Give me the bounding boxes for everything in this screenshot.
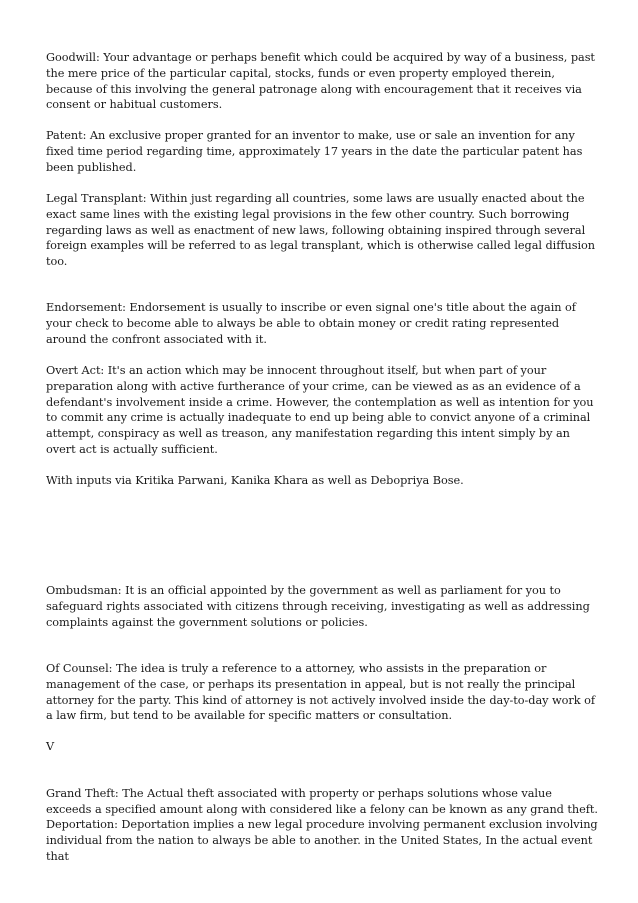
paragraph-ombudsman: Ombudsman: It is an official appointed by the government as well as parliament for you to safeguard rights associated with citizens through receiving, investigating as well as addressing complaints against the government solutions or policies. (46, 584, 590, 629)
paragraph-patent: Patent: An exclusive proper granted for an inventor to make, use or sale an invention for any fixed time period regarding time, approximately 17 years in the date the particular patent has been published. (46, 129, 583, 174)
paragraph-legal-transplant: Legal Transplant: Within just regarding all countries, some laws are usually enacted about the exact same lines with the existing legal provisions in the few other country. Such borrowing regarding laws as well as enactment of new laws, following obtaining inspired through several foreign examples will be referred to as legal transplant, which is otherwise called legal diffusion too. (46, 192, 596, 269)
paragraph-grand-theft: Grand Theft: The Actual theft associated with property or perhaps solutions whose value exceeds a specified amount along with considered like a felony can be known as any grand theft. (46, 787, 598, 816)
paragraph-deportation: Deportation: Deportation implies a new legal procedure involving permanent exclusion involving individual from the nation to always be able to another. in the United States, In the actual event that (46, 818, 598, 863)
paragraph-overt-act: Overt Act: It's an action which may be innocent throughout itself, but when part of your preparation along with active furtherance of your crime, can be viewed as as an evidence of a defendant's involvement inside a crime. However, the contemplation as well as intention for you to commit any crime is actually inadequate to end up being able to convict anyone of a criminal attempt, conspiracy as well as treason, any manifestation regarding this intent simply by an overt act is actually sufficient. (46, 364, 594, 456)
paragraph-goodwill: Goodwill: Your advantage or perhaps benefit which could be acquired by way of a business, past the mere price of the particular capital, stocks, funds or even property employed therein, because of this involving the general patronage along with encouragement that it receives via consent or habitual customers. (46, 51, 595, 112)
section-letter-v: V (46, 740, 55, 753)
paragraph-endorsement: Endorsement: Endorsement is usually to inscribe or even signal one's title about the again of your check to become able to always be able to obtain money or credit rating represented around the confront associated with it. (46, 301, 576, 346)
paragraph-inputs-credit: With inputs via Kritika Parwani, Kanika Khara as well as Debopriya Bose. (46, 474, 464, 487)
paragraph-of-counsel: Of Counsel: The idea is truly a reference to a attorney, who assists in the preparation or management of the case, or perhaps its presentation in appeal, but is not really the principal attorney for the party. This kind of attorney is not actively involved inside the day-to-day work of a law firm, but tend to be available for specific matters or consultation. (46, 662, 595, 723)
